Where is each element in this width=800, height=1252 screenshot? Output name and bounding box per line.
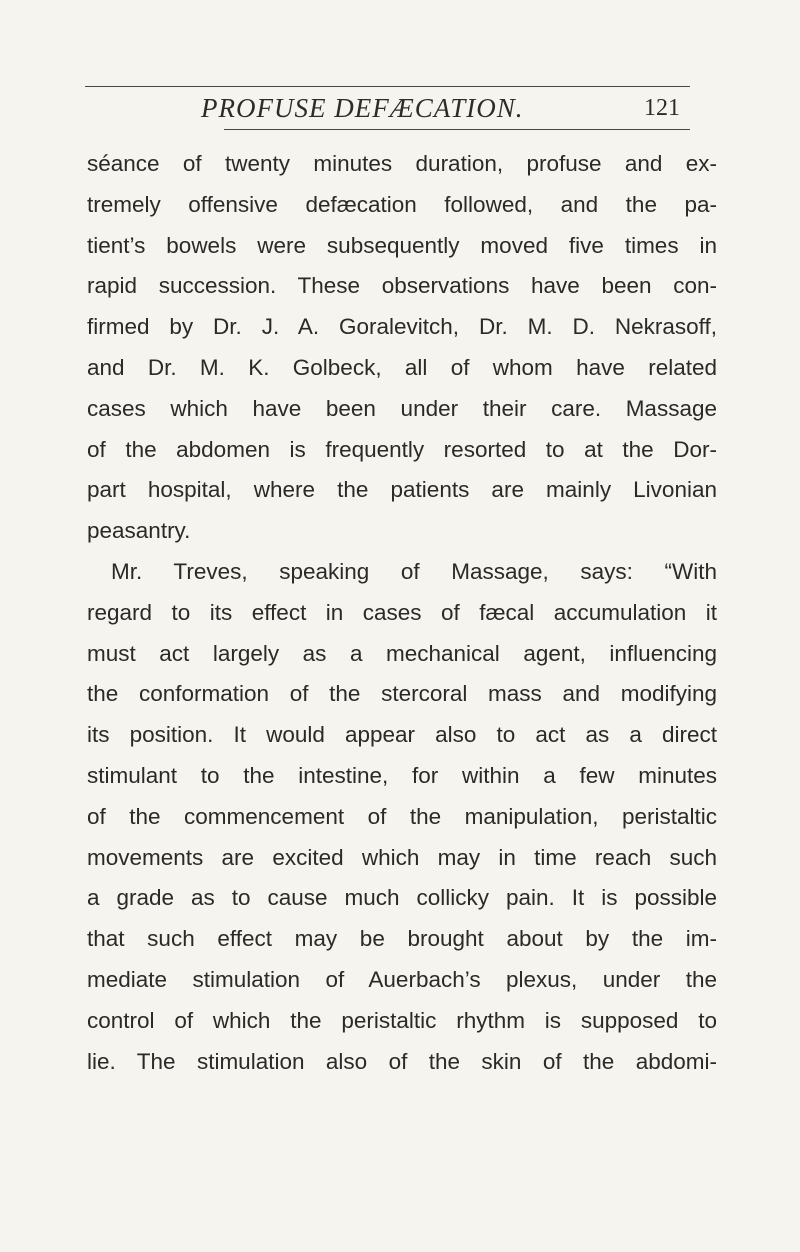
text-line: tremely offensive defæcation followed, and the pa- [87, 191, 717, 217]
text-line: firmed by Dr. J. A. Goralevitch, Dr. M. D. Nekrasoff, [87, 314, 717, 340]
text-line: that such effect may be brought about by the im- [87, 926, 717, 952]
text-line: regard to its effect in cases of fæcal accumulation it [87, 599, 717, 625]
text-line: movements are excited which may in time reach such [87, 844, 717, 870]
text-line: mediate stimulation of Auerbach’s plexus, under the [87, 966, 717, 992]
text-line: lie. The stimulation also of the skin of the abdomi- [87, 1048, 717, 1074]
paragraph-start-line: Mr. Treves, speaking of Massage, says: “With [111, 558, 717, 584]
text-line: its position. It would appear also to act as a direct [87, 722, 717, 748]
text-line: must act largely as a mechanical agent, influencing [87, 640, 717, 666]
header-top-rule [85, 86, 690, 87]
text-line: tient’s bowels were subsequently moved five times in [87, 232, 717, 258]
header-bottom-rule [224, 129, 690, 130]
text-line: and Dr. M. K. Golbeck, all of whom have related [87, 354, 717, 380]
text-line: part hospital, where the patients are mainly Livonian [87, 477, 717, 503]
text-line: control of which the peristaltic rhythm is supposed to [87, 1007, 717, 1033]
text-line: séance of twenty minutes duration, profuse and ex- [87, 151, 717, 176]
text-line: cases which have been under their care. Massage [87, 395, 717, 421]
text-line: rapid succession. These observations have been con- [87, 273, 717, 299]
running-head [85, 93, 690, 125]
page-number: 121 [644, 95, 680, 121]
body-text [87, 144, 717, 1082]
text-line: stimulant to the intestine, for within a few minutes [87, 762, 717, 788]
paragraph-end-line: peasantry. [87, 518, 191, 544]
text-line: of the commencement of the manipulation, peristaltic [87, 803, 717, 829]
text-line: of the abdomen is frequently resorted to at the Dor- [87, 436, 717, 462]
text-line: the conformation of the stercoral mass and modifying [87, 681, 717, 707]
text-line: a grade as to cause much collicky pain. It is possible [87, 885, 717, 911]
running-title: PROFUSE DEFÆCATION. [201, 93, 524, 123]
